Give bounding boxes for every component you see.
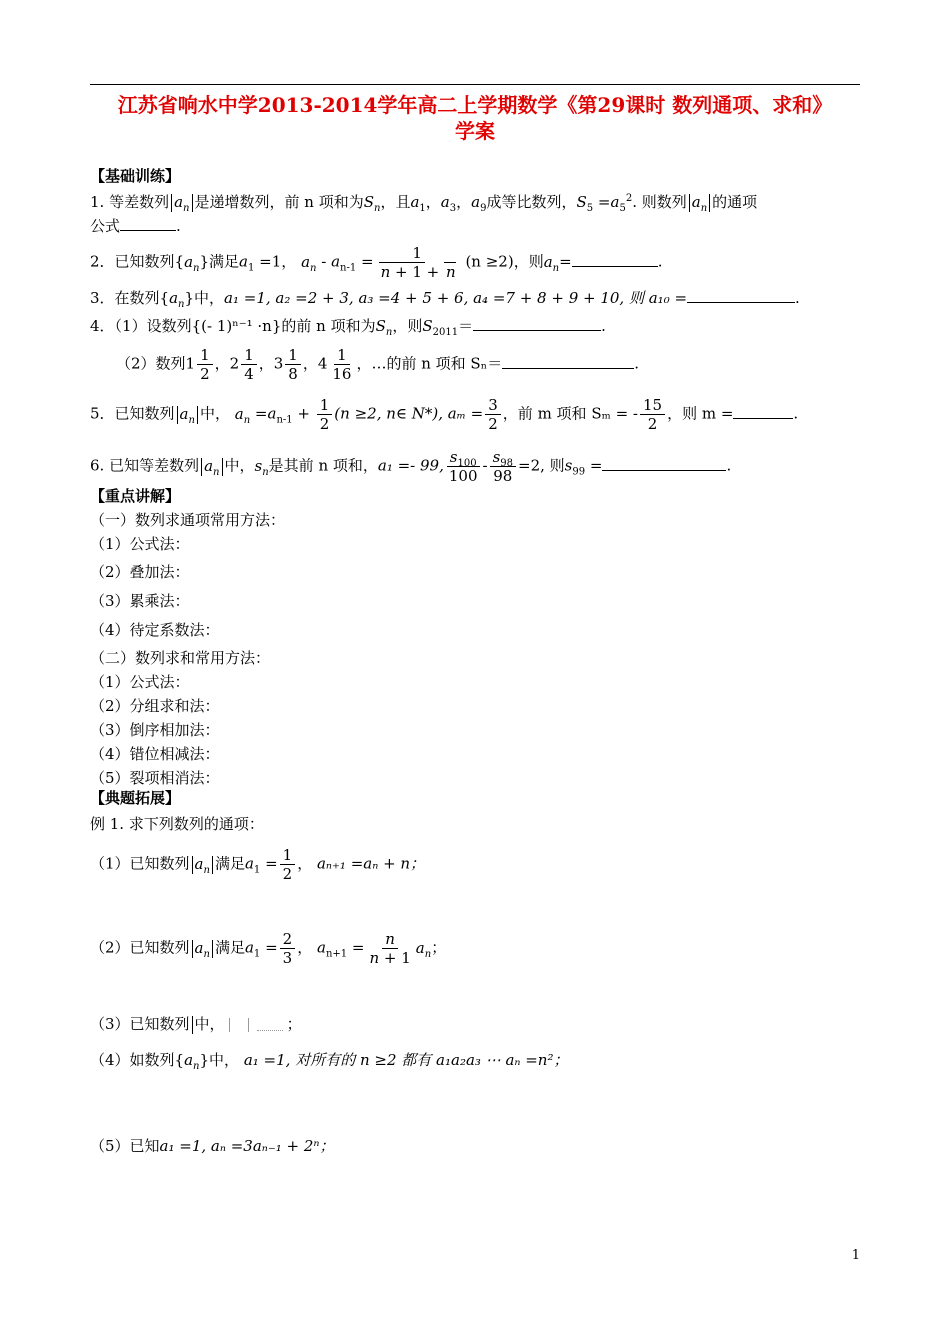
key-item: （1）公式法： xyxy=(90,673,190,691)
page-number: 1 xyxy=(851,1248,860,1263)
question-4-2: （2）数列1 $\frac{1}{2}$ ，2 $\frac{1}{4}$ ，3 $\frac{1}{8}$ ，4 $\frac{1}{16}$ ，…的前 n 项和 Sₙ＝ . xyxy=(116,346,639,383)
q5-text-b: 中， xyxy=(199,404,230,423)
example-1-part-5 xyxy=(90,1136,335,1156)
section-key: 【重点讲解】 xyxy=(90,487,181,505)
key-item: （2）叠加法： xyxy=(90,563,190,581)
key-summation: （二）数列求和常用方法： xyxy=(90,649,271,667)
q3-text-b: }中， xyxy=(184,289,225,307)
q5-text-e: ，则 m = xyxy=(667,404,734,423)
e4-formula: a₁ =1, 对所有的 n ≥2 都有 a₁a₂a₃ ⋯ aₙ =n²； xyxy=(243,1051,569,1069)
q1-text-g: 公式 xyxy=(90,217,121,235)
e2-text-a: （2）已知数列 xyxy=(90,938,190,957)
answer-blank[interactable] xyxy=(502,354,634,369)
question-5: 5．已知数列 $a_n$ 中， $a_n =a_{n-1}$ + $\frac{1}{2}$ (n ≥2, n∈ N*), aₘ = $\frac{3}{2}$ ，前 m 项和 Sₘ = - $\frac{15}{2}$ ，则 m = . xyxy=(90,396,799,433)
q6-text-f: = xyxy=(589,456,603,475)
key-item: （2）分组求和法： xyxy=(90,697,220,715)
e1-text-c: ， xyxy=(297,854,313,873)
q2-text-b: }满足 xyxy=(199,252,240,271)
key-item: （3）倒序相加法： xyxy=(90,721,220,739)
q4-text-c: （2）数列 xyxy=(116,354,186,373)
section-basic: 【基础训练】 xyxy=(90,167,181,185)
e2-text-b: 满足 xyxy=(214,938,245,957)
e3-text-a: （3）已知数列 xyxy=(90,1015,190,1033)
key-item: （3）累乘法： xyxy=(90,592,190,610)
title-line-2: 学案 xyxy=(455,119,495,143)
section-ext: 【典题拓展】 xyxy=(90,789,181,807)
q5-text-a: 5．已知数列 xyxy=(90,404,175,423)
q3-formula: a₁ =1, a₂ =2 + 3, a₃ =4 + 5 + 6, a₄ =7 + 8 + 9 + 10, 则 a₁₀ = xyxy=(224,289,688,307)
answer-blank[interactable] xyxy=(572,252,658,267)
garbled-formula-1 xyxy=(229,1018,249,1032)
question-6: 6. 已知等差数列 $a_n$ 中，$s_n$是其前 n 项和，a₁ =- 99, $\frac{s_{100}}{100}$ - $\frac{s_{98}}{98}$ =2, 则$s_{99}$ = . xyxy=(90,448,732,485)
e2-text-c: ， xyxy=(297,938,313,957)
garbled-formula-2 xyxy=(257,1020,283,1031)
example-1-part-2: （2）已知数列 $a_n$ 满足$a_1$ = $\frac{2}{3}$ ， $a_{n+1}$ = $\frac{n}{n + 1}$ $a_n$； xyxy=(90,930,447,967)
question-2: 2．已知数列$\{a_n\}$满足$a_1 =1$， $a_n - a_{n-1}$ = $\frac{1}{n + 1 + n}$ (n ≥2)，则$a_n=$ . xyxy=(90,244,663,281)
q4-text-d: ，…的前 n 项和 Sₙ＝ xyxy=(356,354,503,373)
e1-text-b: 满足 xyxy=(214,854,245,873)
e1-text-a: （1）已知数列 xyxy=(90,854,190,873)
key-item: （5）裂项相消法： xyxy=(90,769,220,787)
q6-text-d: a₁ =- 99, xyxy=(377,456,444,475)
q1-text-c: ，且 xyxy=(380,193,411,211)
key-item: （4）错位相减法： xyxy=(90,745,220,763)
e4-text-b: }中， xyxy=(199,1051,240,1069)
q1-text-e: . 则数列 xyxy=(632,193,687,211)
e2-text-d: ； xyxy=(431,938,447,957)
q5-text-d: ，前 m 项和 Sₘ = - xyxy=(502,404,638,423)
key-item: （1）公式法： xyxy=(90,535,190,553)
title-line-1: 江苏省响水中学2013-2014学年高二上学期数学《第29课时 数列通项、求和》 xyxy=(117,93,833,117)
question-4-1: 4．（1）设数列{(- 1)ⁿ⁻¹ ·n}的前 n 项和为$S_n$，则$S_{2011}=$ . xyxy=(90,317,606,338)
key-general-term: （一）数列求通项常用方法： xyxy=(90,511,286,529)
q1-text-a: 1. 等差数列 xyxy=(90,193,170,211)
q2-text-d: (n ≥2)，则 xyxy=(465,252,544,271)
q1-text-d: 成等比数列， xyxy=(486,193,577,211)
q6-text-b: 中， xyxy=(224,456,255,475)
question-3: 3．在数列$\{a_n\}$中，a₁ =1, a₂ =2 + 3, a₃ =4 + 5 + 6, a₄ =7 + 8 + 9 + 10, 则 a₁₀ = . xyxy=(90,289,800,310)
page-title xyxy=(90,92,860,144)
answer-blank[interactable] xyxy=(687,288,795,303)
e3-text-b: 中， xyxy=(194,1015,225,1033)
e5-text-a: （5）已知 xyxy=(90,1137,160,1155)
q3-text-a: 3．在数列{ xyxy=(90,289,170,307)
q6-text-e: =2, 则 xyxy=(518,456,565,475)
e3-text-c: ； xyxy=(286,1015,302,1033)
e4-text-a: （4）如数列{ xyxy=(90,1051,185,1069)
q4-text-a: 4．（1）设数列{(- 1)ⁿ⁻¹ ·n}的前 n 项和为 xyxy=(90,317,376,335)
example-1-part-3 xyxy=(90,1014,302,1034)
answer-blank[interactable] xyxy=(473,316,601,331)
q1-text-b: 是递增数列，前 n 项和为 xyxy=(194,193,364,211)
question-1: 1. 等差数列 $a_n$ 是递增数列，前 n 项和为$S_n$，且$a_1$，$a_3$，$a_9$成等比数列，$S_5 =a_5^2$. 则数列 $a_n$ 的通项 xyxy=(90,193,758,214)
q5-text-c: (n ≥2, n∈ N*), aₘ = xyxy=(334,404,484,423)
example-1-part-1: （1）已知数列 $a_n$ 满足$a_1$ = $\frac{1}{2}$ ， aₙ₊₁ =aₙ + n； xyxy=(90,846,426,883)
key-item: （4）待定系数法： xyxy=(90,621,220,639)
answer-blank[interactable] xyxy=(120,216,176,231)
e5-formula: a₁ =1, aₙ =3aₙ₋₁ + 2ⁿ； xyxy=(159,1137,335,1155)
q6-text-a: 6. 已知等差数列 xyxy=(90,456,200,475)
q6-text-c: 是其前 n 项和， xyxy=(268,456,378,475)
e1-formula: aₙ₊₁ =aₙ + n； xyxy=(316,854,426,873)
q2-text-a: 2．已知数列{ xyxy=(90,252,185,271)
q1-text-f: 的通项 xyxy=(712,193,758,211)
question-1-cont: 公式 . xyxy=(90,217,181,235)
q4-text-b: ，则 xyxy=(392,317,423,335)
example-1-part-4: （4）如数列$\{a_n\}$中， a₁ =1, 对所有的 n ≥2 都有 a₁a₂a₃ ⋯ aₙ =n²； xyxy=(90,1051,569,1072)
header-rule xyxy=(90,84,860,85)
example-1-title: 例 1. 求下列数列的通项： xyxy=(90,815,264,833)
answer-blank[interactable] xyxy=(733,404,793,419)
answer-blank[interactable] xyxy=(602,456,726,471)
q2-text-c: ， xyxy=(281,252,297,271)
